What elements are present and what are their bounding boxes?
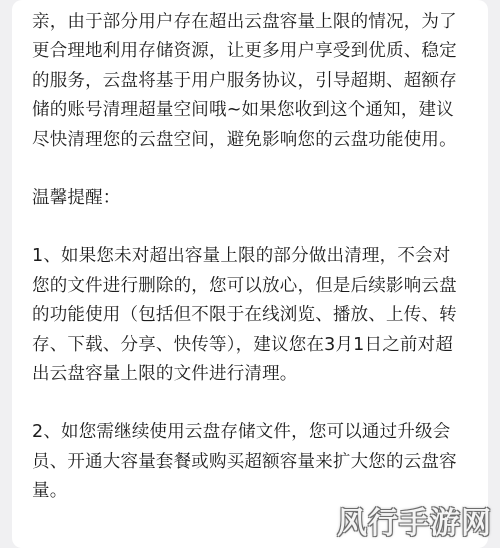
notice-card	[12, 0, 488, 548]
notice-intro: 亲，由于部分用户存在超出云盘容量上限的情况，为了更合理地利用存储资源，让更多用户享受到优质、稳定的服务，云盘将基于用户服务协议，引导超期、超额存储的账号清理超量空间哦~如果您收到这个通知，建议尽快清理您的云盘空间，避免影响您的云盘功能使用。	[32, 12, 457, 150]
tip-item-1: 1、如果您未对超出容量上限的部分做出清理，不会对您的文件进行删除的，您可以放心，但是后续影响云盘的功能使用（包括但不限于在线浏览、播放、上传、转存、下载、分享、快传等），建议您在3月1日之前对超出云盘容量上限的文件进行清理。	[32, 246, 457, 385]
tip-item-2: 2、如您需继续使用云盘存储文件，您可以通过升级会员、开通大容量套餐或购买超额容量来扩大您的云盘容量。	[32, 422, 457, 502]
tip-title: 温馨提醒：	[32, 188, 121, 209]
site-watermark: 风行手游网	[337, 506, 492, 541]
